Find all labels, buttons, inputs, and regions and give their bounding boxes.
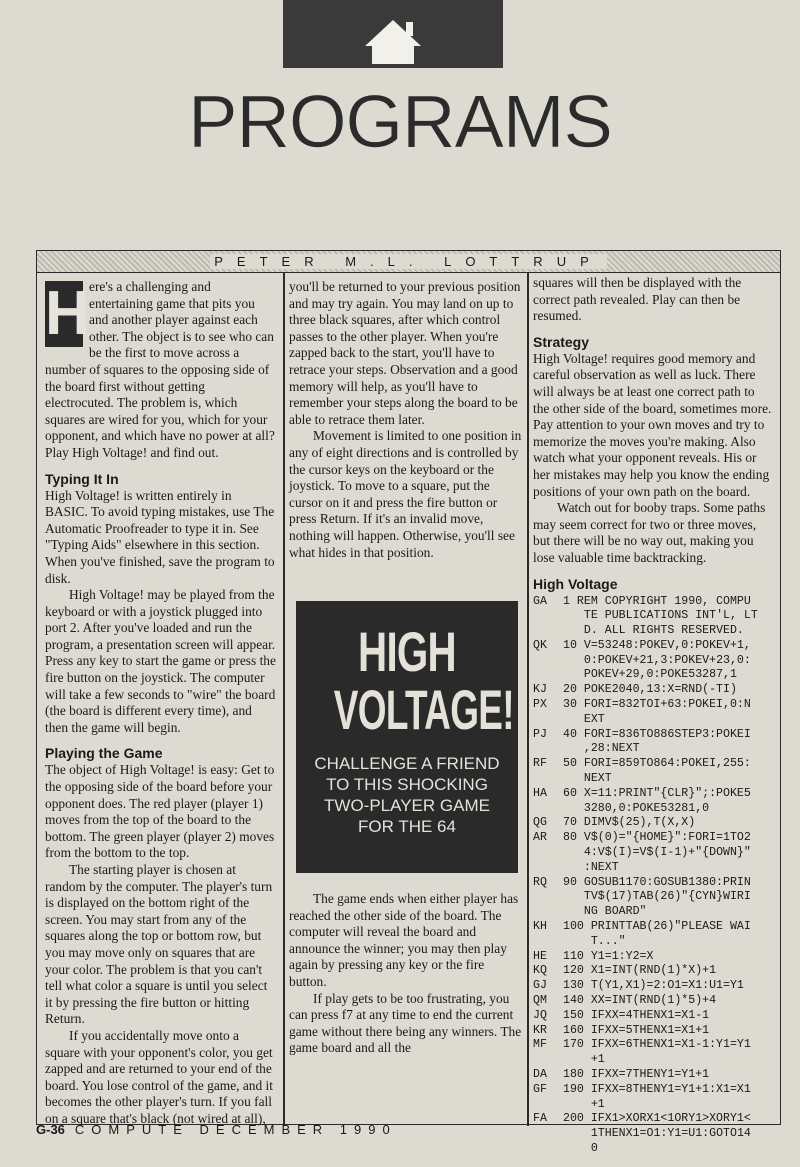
column-2-lower	[289, 891, 523, 1057]
code-text: 30 FORI=832TOI+63:POKEI,0:N EXT	[563, 698, 751, 726]
listing-heading: High Voltage	[533, 575, 618, 592]
checksum: DA	[533, 1068, 547, 1081]
code-text: 120 X1=INT(RND(1)*X)+1	[563, 964, 717, 978]
byline-bar	[37, 251, 780, 273]
code-line	[533, 1112, 773, 1156]
code-text: 100 PRINTTAB(26)"PLEASE WAI T..."	[563, 920, 751, 948]
typing-paragraph: High Voltage! may be played from the keyboard or with a joystick plugged into port 2. After you've loaded and run the program, a presentation screen will appear. Press any key to start the game or press the fire button on the joystick. The computer will take a few seconds to "wire" the board (the board is different every time), and then the game will begin.	[45, 587, 276, 735]
typing-paragraph: High Voltage! is written entirely in BASIC. To avoid typing mistakes, use The Automatic Proofreader to type it in. See "Typing Aids" elsewhere in this section. When you've finished, save the program to disk.	[45, 487, 275, 586]
code-text: 190 IFXX=8THENY1=Y1+1:X1=X1 +1	[563, 1082, 751, 1111]
checksum: KJ	[533, 683, 547, 697]
column-2	[289, 279, 523, 561]
code-line	[533, 698, 773, 728]
checksum: GA	[533, 594, 547, 608]
code-line	[533, 950, 773, 965]
code-line	[533, 1024, 773, 1039]
body-paragraph: The game ends when either player has reached the other side of the board. The computer will reveal the board and announce the winner; you may then play again by pressing any key or the fire button.	[289, 891, 519, 989]
code-text: 60 X=11:PRINT"{CLR}";:POKE5 3280,0:POKE53281,0	[563, 786, 751, 815]
checksum: PX	[533, 698, 547, 712]
column-rule	[283, 273, 285, 1126]
checksum: KH	[533, 920, 547, 934]
code-text: 50 FORI=859TO864:POKEI,255: NEXT	[563, 757, 751, 786]
box-title: VOLTAGE!	[333, 678, 514, 741]
column-rule	[527, 273, 529, 1126]
checksum: KR	[533, 1023, 547, 1037]
checksum: FA	[533, 1112, 547, 1126]
strategy-heading: Strategy	[533, 333, 590, 350]
body-paragraph: squares will then be displayed with the correct path revealed. Play can then be resumed.	[533, 275, 742, 324]
checksum: HE	[533, 949, 547, 963]
code-line	[533, 1009, 773, 1024]
checksum: QM	[533, 994, 547, 1008]
playing-paragraph: The starting player is chosen at random by the computer. The player's turn is displayed on the bottom right of the screen. You may start from any of the squares along the top or bottom row, but you may move only on squares that are your color. The problem is that you can't tell what color a square is until you select it by pressing the fire button or hitting Return.	[45, 862, 273, 1027]
code-line	[533, 728, 773, 758]
box-title: HIGH	[358, 620, 456, 683]
checksum: KQ	[533, 964, 547, 978]
drop-cap: H	[45, 279, 90, 348]
code-line	[533, 683, 773, 698]
typing-heading: Typing It In	[45, 470, 119, 487]
checksum: GF	[533, 1082, 547, 1096]
page-number: G-36	[36, 1122, 65, 1137]
code-text: 140 XX=INT(RND(1)*5)+4	[563, 994, 717, 1008]
title-box	[296, 601, 518, 873]
checksum: PJ	[533, 727, 547, 741]
magazine-issue: COMPUTE DECEMBER 1990	[74, 1122, 397, 1137]
code-text: 80 V$(0)="{HOME}":FORI=1TO2 4:V$(I)=V$(I-1)+"{DOWN}" :NEXT	[563, 831, 751, 874]
checksum: AR	[533, 831, 547, 845]
code-line	[533, 757, 773, 787]
strategy-paragraph: Watch out for booby traps. Some paths may seem correct for two or three moves, but there will be no way out, making you lose valuable time backtracking.	[533, 500, 766, 565]
code-text: 40 FORI=836TO886STEP3:POKEI ,28:NEXT	[563, 727, 751, 756]
checksum: JQ	[533, 1008, 547, 1022]
playing-heading: Playing the Game	[45, 745, 163, 762]
body-paragraph: If play gets to be too frustrating, you can press f7 at any time to end the current game without there being any winners. The game board and all the	[289, 990, 522, 1056]
playing-paragraph: The object of High Voltage! is easy: Get to the opposing side of the board before your opponent does. The red player (player 1) moves from the top of the board to the bottom. The green player (player 2) moves from the bottom to the top.	[45, 762, 275, 861]
column-1	[45, 279, 277, 1128]
code-text: 180 IFXX=7THENY1=Y1+1	[563, 1068, 710, 1081]
code-line	[533, 979, 773, 994]
code-line	[533, 595, 773, 639]
code-line	[533, 920, 773, 950]
code-text: 170 IFXX=6THENX1=X1-1:Y1=Y1 +1	[563, 1038, 751, 1067]
code-text: 70 DIMV$(25),T(X,X)	[563, 816, 696, 830]
box-subtitle: CHALLENGE A FRIEND TO THIS SHOCKING TWO-PLAYER GAME FOR THE 64	[314, 754, 500, 836]
checksum: GJ	[533, 979, 547, 993]
code-line	[533, 816, 773, 831]
code-text: 20 POKE2040,13:X=RND(-TI)	[563, 683, 737, 697]
code-text: 200 IFX1>XORX1<1ORY1>XORY1< 1THENX1=O1:Y1=U1:GOTO14 0	[563, 1112, 751, 1155]
intro-paragraph: ere's a challenging and entertaining game that pits you and another player against each other. The object is to see who can be the first to move across a number of squares to the opposing side of the board first without getting electrocuted. The problem is, which squares are wired for you, which for your opponent, and which have no power at all? Play High Voltage! and find out.	[45, 279, 275, 460]
code-text: 10 V=53248:POKEV,0:POKEV+1, 0:POKEV+21,3:POKEV+23,0: POKEV+29,0:POKE53287,1	[563, 638, 751, 682]
checksum: RQ	[533, 875, 547, 889]
body-paragraph: Movement is limited to one position in any of eight directions and is controlled by the cursor keys on the keyboard or the joystick. To move to a square, put the cursor on it and press the fire button or press Return. If it's an invalid move, nothing will happen. Otherwise, you'll see what hides in that position.	[289, 428, 522, 560]
code-line	[533, 1083, 773, 1113]
code-text: 150 IFXX=4THENX1=X1-1	[563, 1008, 710, 1022]
playing-paragraph: If you accidentally move onto a square with your opponent's color, you get zapped and are returned to your end of the board. You lose control of the game, and it becomes the other player's turn. If you fall on a square that's black (not wired at all),	[45, 1027, 273, 1126]
code-line	[533, 639, 773, 683]
checksum: HA	[533, 786, 547, 800]
strategy-paragraph: High Voltage! requires good memory and careful observation as well as luck. There will always be at least one correct path to the other side of the board, sometimes more. Pay attention to your own moves and try to memorize the moves you're making. Also watch what your opponent reveals. His or her mistakes may help you know the ending positions of your own path on the board.	[533, 350, 772, 499]
code-line	[533, 831, 773, 875]
code-line	[533, 1038, 773, 1068]
code-text: 1 REM COPYRIGHT 1990, COMPU TE PUBLICATIONS INT'L, LT D. ALL RIGHTS RESERVED.	[563, 594, 758, 638]
code-text: 110 Y1=1:Y2=X	[563, 949, 654, 963]
checksum: QG	[533, 816, 547, 830]
byline: PETER M.L. LOTTRUP	[210, 254, 607, 269]
column-3	[533, 275, 773, 1157]
code-line	[533, 1068, 773, 1083]
program-listing	[533, 595, 773, 1157]
folio	[36, 1122, 397, 1137]
code-text: 160 IFXX=5THENX1=X1+1	[563, 1023, 710, 1037]
code-line	[533, 964, 773, 979]
house-icon	[283, 0, 503, 68]
code-line	[533, 876, 773, 920]
code-line	[533, 787, 773, 817]
checksum: RF	[533, 757, 547, 771]
body-paragraph: you'll be returned to your previous position and may try again. You may land on up to three black squares, after which control passes to the other player. When you're zapped back to the start, you'll have to retrace your steps. Observation and a good memory will help, as you'll have to remember your steps along the board to be able to retrace them later.	[289, 279, 521, 427]
code-line	[533, 994, 773, 1009]
checksum: MF	[533, 1038, 547, 1052]
code-text: 130 T(Y1,X1)=2:O1=X1:U1=Y1	[563, 979, 744, 993]
code-text: 90 GOSUB1170:GOSUB1380:PRIN TV$(17)TAB(26)"{CYN}WIRI NG BOARD"	[563, 875, 751, 919]
section-title: PROGRAMS	[188, 80, 612, 163]
checksum: QK	[533, 638, 547, 652]
